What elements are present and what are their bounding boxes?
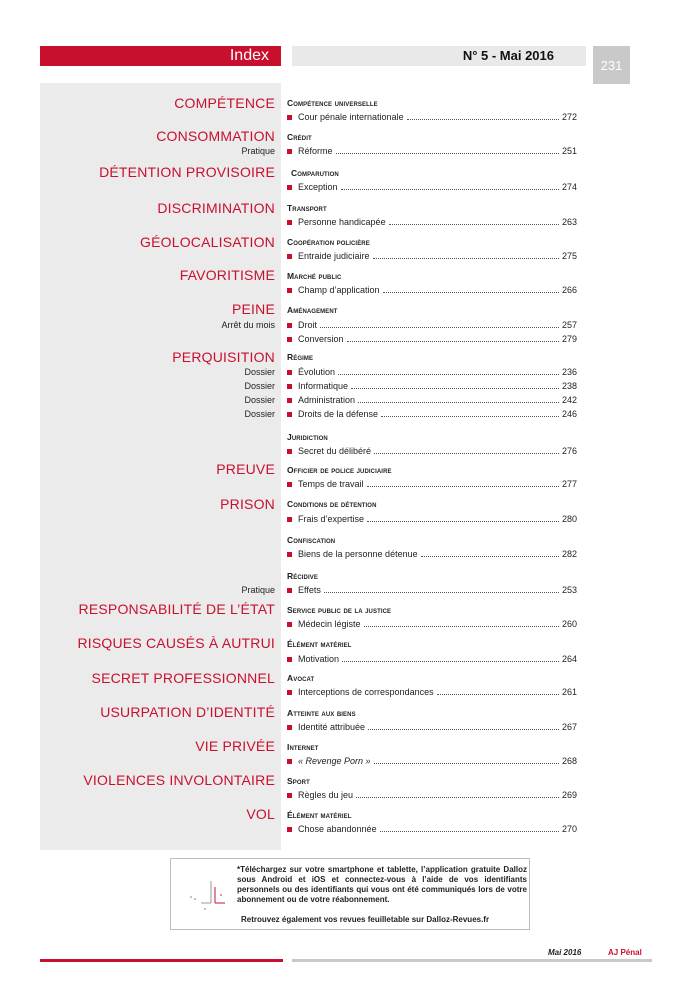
- index-entry: [287, 790, 577, 802]
- bullet-icon: [287, 517, 292, 522]
- entry-page: 242: [561, 395, 577, 405]
- leader-dots: [338, 368, 559, 375]
- entry-label: Réforme: [298, 146, 333, 156]
- entry-label: Droit: [298, 320, 318, 330]
- leader-dots: [368, 723, 559, 730]
- index-section: Compétence universelle: [287, 98, 378, 108]
- leader-dots: [320, 321, 559, 328]
- index-entry: [287, 824, 577, 836]
- leader-dots: [380, 825, 559, 832]
- entry-page: 270: [561, 824, 577, 834]
- index-entry: [287, 112, 577, 124]
- bullet-icon: [287, 622, 292, 627]
- bullet-icon: [287, 793, 292, 798]
- entry-label: Chose abandonnée: [298, 824, 377, 834]
- entry-label: Identité attribuée: [298, 722, 366, 732]
- index-entry: [287, 619, 577, 631]
- entry-page: 261: [561, 687, 577, 697]
- index-entry: [287, 446, 577, 458]
- entry-label: Informatique: [298, 381, 349, 391]
- topic-heading: CONSOMMATION: [156, 128, 275, 144]
- topic-rubric: Arrêt du mois: [221, 320, 275, 330]
- topic-rubric: Pratique: [241, 146, 275, 156]
- topic-rubric: Pratique: [241, 585, 275, 595]
- bullet-icon: [287, 827, 292, 832]
- index-section: Sport: [287, 776, 310, 786]
- leader-dots: [381, 410, 559, 417]
- entry-label: Évolution: [298, 367, 336, 377]
- entry-page: 277: [561, 479, 577, 489]
- leader-dots: [374, 447, 559, 454]
- bullet-icon: [287, 412, 292, 417]
- bullet-icon: [287, 398, 292, 403]
- topic-heading: DÉTENTION PROVISOIRE: [99, 164, 275, 180]
- leader-dots: [324, 586, 559, 593]
- bullet-icon: [287, 323, 292, 328]
- topic-rubric: Dossier: [244, 395, 275, 405]
- index-section: Juridiction: [287, 432, 328, 442]
- bullet-icon: [287, 482, 292, 487]
- topic-rubric: Dossier: [244, 381, 275, 391]
- entry-page: 263: [561, 217, 577, 227]
- entry-label: Cour pénale internationale: [298, 112, 404, 122]
- entry-label: Conversion: [298, 334, 344, 344]
- page-number: 231: [593, 46, 630, 84]
- topic-heading: VOL: [246, 806, 275, 822]
- topic-rubric: Dossier: [244, 409, 275, 419]
- bullet-icon: [287, 254, 292, 259]
- topic-heading: VIOLENCES INVOLONTAIRE: [83, 772, 275, 788]
- index-section: Aménagement: [287, 305, 338, 315]
- index-entry: [287, 146, 577, 158]
- bullet-icon: [287, 449, 292, 454]
- entry-label: Temps de travail: [298, 479, 364, 489]
- entry-label: Administration: [298, 395, 356, 405]
- entry-page: 260: [561, 619, 577, 629]
- leader-dots: [347, 335, 559, 342]
- index-section: Transport: [287, 203, 327, 213]
- topic-heading: PEINE: [231, 301, 275, 317]
- entry-page: 276: [561, 446, 577, 456]
- footer-rule-grey: [292, 959, 652, 962]
- index-entry: [287, 585, 577, 597]
- section-title: Index: [40, 46, 281, 66]
- bullet-icon: [287, 552, 292, 557]
- entry-page: 282: [561, 549, 577, 559]
- topic-heading: RISQUES CAUSÉS À AUTRUI: [77, 635, 275, 651]
- topic-heading: VIE PRIVÉE: [195, 738, 275, 754]
- leader-dots: [383, 286, 559, 293]
- topic-heading: FAVORITISME: [179, 267, 275, 283]
- leader-dots: [367, 515, 559, 522]
- topic-heading: COMPÉTENCE: [174, 95, 275, 111]
- entry-label: « Revenge Porn »: [298, 756, 371, 766]
- topic-heading: PERQUISITION: [172, 349, 275, 365]
- leader-dots: [374, 757, 559, 764]
- entry-label: Médecin légiste: [298, 619, 361, 629]
- entry-label: Biens de la personne détenue: [298, 549, 418, 559]
- entry-page: 236: [561, 367, 577, 377]
- leader-dots: [437, 688, 559, 695]
- entry-label: Entraide judiciaire: [298, 251, 370, 261]
- index-entry: [287, 217, 577, 229]
- index-entry: [287, 320, 577, 332]
- footer-rule-red: [40, 959, 283, 962]
- leader-dots: [356, 791, 559, 798]
- entry-label: Secret du délibéré: [298, 446, 372, 456]
- index-entry: [287, 654, 577, 666]
- topic-heading: PREUVE: [216, 461, 275, 477]
- index-section: Confiscation: [287, 535, 336, 545]
- issue-label: N° 5 - Mai 2016: [292, 46, 586, 66]
- index-entry: [287, 334, 577, 346]
- bullet-icon: [287, 337, 292, 342]
- bullet-icon: [287, 759, 292, 764]
- bullet-icon: [287, 690, 292, 695]
- topic-heading: PRISON: [220, 496, 275, 512]
- leader-dots: [421, 550, 559, 557]
- bullet-icon: [287, 370, 292, 375]
- leader-dots: [341, 183, 559, 190]
- index-section: Coopération policière: [287, 237, 370, 247]
- footer-publication: AJ Pénal: [608, 948, 642, 957]
- entry-page: 266: [561, 285, 577, 295]
- entry-page: 268: [561, 756, 577, 766]
- index-entry: [287, 409, 577, 421]
- bullet-icon: [287, 588, 292, 593]
- topic-heading: DISCRIMINATION: [157, 200, 275, 216]
- bullet-icon: [287, 185, 292, 190]
- index-entry: [287, 182, 577, 194]
- entry-page: 280: [561, 514, 577, 524]
- entry-page: 257: [561, 320, 577, 330]
- entry-label: Personne handicapée: [298, 217, 386, 227]
- entry-page: 272: [561, 112, 577, 122]
- index-section: Internet: [287, 742, 319, 752]
- index-section: Conditions de détention: [287, 499, 377, 509]
- entry-label: Exception: [298, 182, 338, 192]
- index-section: Élément matériel: [287, 810, 352, 820]
- index-section: Comparution: [291, 168, 339, 178]
- entry-page: 274: [561, 182, 577, 192]
- index-entry: [287, 395, 577, 407]
- bullet-icon: [287, 115, 292, 120]
- index-section: Avocat: [287, 673, 315, 683]
- topic-heading: USURPATION D’IDENTITÉ: [100, 704, 275, 720]
- index-section: Marché public: [287, 271, 342, 281]
- entry-page: 275: [561, 251, 577, 261]
- leader-dots: [407, 113, 559, 120]
- footer-date: Mai 2016: [548, 948, 582, 957]
- leader-dots: [364, 620, 559, 627]
- leader-dots: [336, 147, 559, 154]
- entry-label: Motivation: [298, 654, 340, 664]
- bullet-icon: [287, 220, 292, 225]
- entry-page: 238: [561, 381, 577, 391]
- entry-page: 264: [561, 654, 577, 664]
- index-section: Élément matériel: [287, 639, 352, 649]
- index-entry: [287, 549, 577, 561]
- app-logo-icon: [177, 869, 233, 919]
- entry-page: 267: [561, 722, 577, 732]
- topic-heading: RESPONSABILITÉ DE L’ÉTAT: [78, 601, 275, 617]
- promo-text: *Téléchargez sur votre smartphone et tablette, l’application gratuite Dalloz sous Android et iOS et connectez-vous à l’aide de vos identifiants personnels ou des identifiants qui vous ont été communiqués lors de votre abonnement ou de votre réabonnement.: [237, 865, 527, 904]
- promo-link-text: Retrouvez également vos revues feuilletable sur Dalloz-Revues.fr: [241, 915, 490, 924]
- index-section: Récidive: [287, 571, 318, 581]
- leader-dots: [351, 382, 559, 389]
- entry-page: 251: [561, 146, 577, 156]
- index-entry: [287, 285, 577, 297]
- leader-dots: [358, 396, 559, 403]
- index-section: Atteinte aux biens: [287, 708, 356, 718]
- entry-page: 246: [561, 409, 577, 419]
- entry-label: Règles du jeu: [298, 790, 354, 800]
- entry-page: 253: [561, 585, 577, 595]
- entry-page: 269: [561, 790, 577, 800]
- index-entry: [287, 381, 577, 393]
- index-entry: [287, 722, 577, 734]
- entry-page: 279: [561, 334, 577, 344]
- leader-dots: [367, 480, 559, 487]
- index-entry: [287, 756, 577, 768]
- leader-dots: [389, 218, 559, 225]
- bullet-icon: [287, 384, 292, 389]
- entry-label: Droits de la défense: [298, 409, 379, 419]
- bullet-icon: [287, 288, 292, 293]
- topic-heading: SECRET PROFESSIONNEL: [91, 670, 275, 686]
- topic-heading: GÉOLOCALISATION: [140, 234, 275, 250]
- bullet-icon: [287, 149, 292, 154]
- index-section: Officier de police judiciaire: [287, 465, 392, 475]
- index-entry: [287, 251, 577, 263]
- index-entry: [287, 367, 577, 379]
- bullet-icon: [287, 725, 292, 730]
- index-section: Service public de la justice: [287, 605, 392, 615]
- index-entry: [287, 687, 577, 699]
- index-entry: [287, 479, 577, 491]
- leader-dots: [342, 655, 559, 662]
- index-section: Régime: [287, 352, 314, 362]
- topic-rubric: Dossier: [244, 367, 275, 377]
- app-promo-box: [170, 858, 530, 930]
- entry-label: Interceptions de correspondances: [298, 687, 434, 697]
- index-entry: [287, 514, 577, 526]
- entry-label: Frais d’expertise: [298, 514, 365, 524]
- bullet-icon: [287, 657, 292, 662]
- index-section: Crédit: [287, 132, 312, 142]
- entry-label: Champ d’application: [298, 285, 380, 295]
- entry-label: Effets: [298, 585, 321, 595]
- leader-dots: [373, 252, 559, 259]
